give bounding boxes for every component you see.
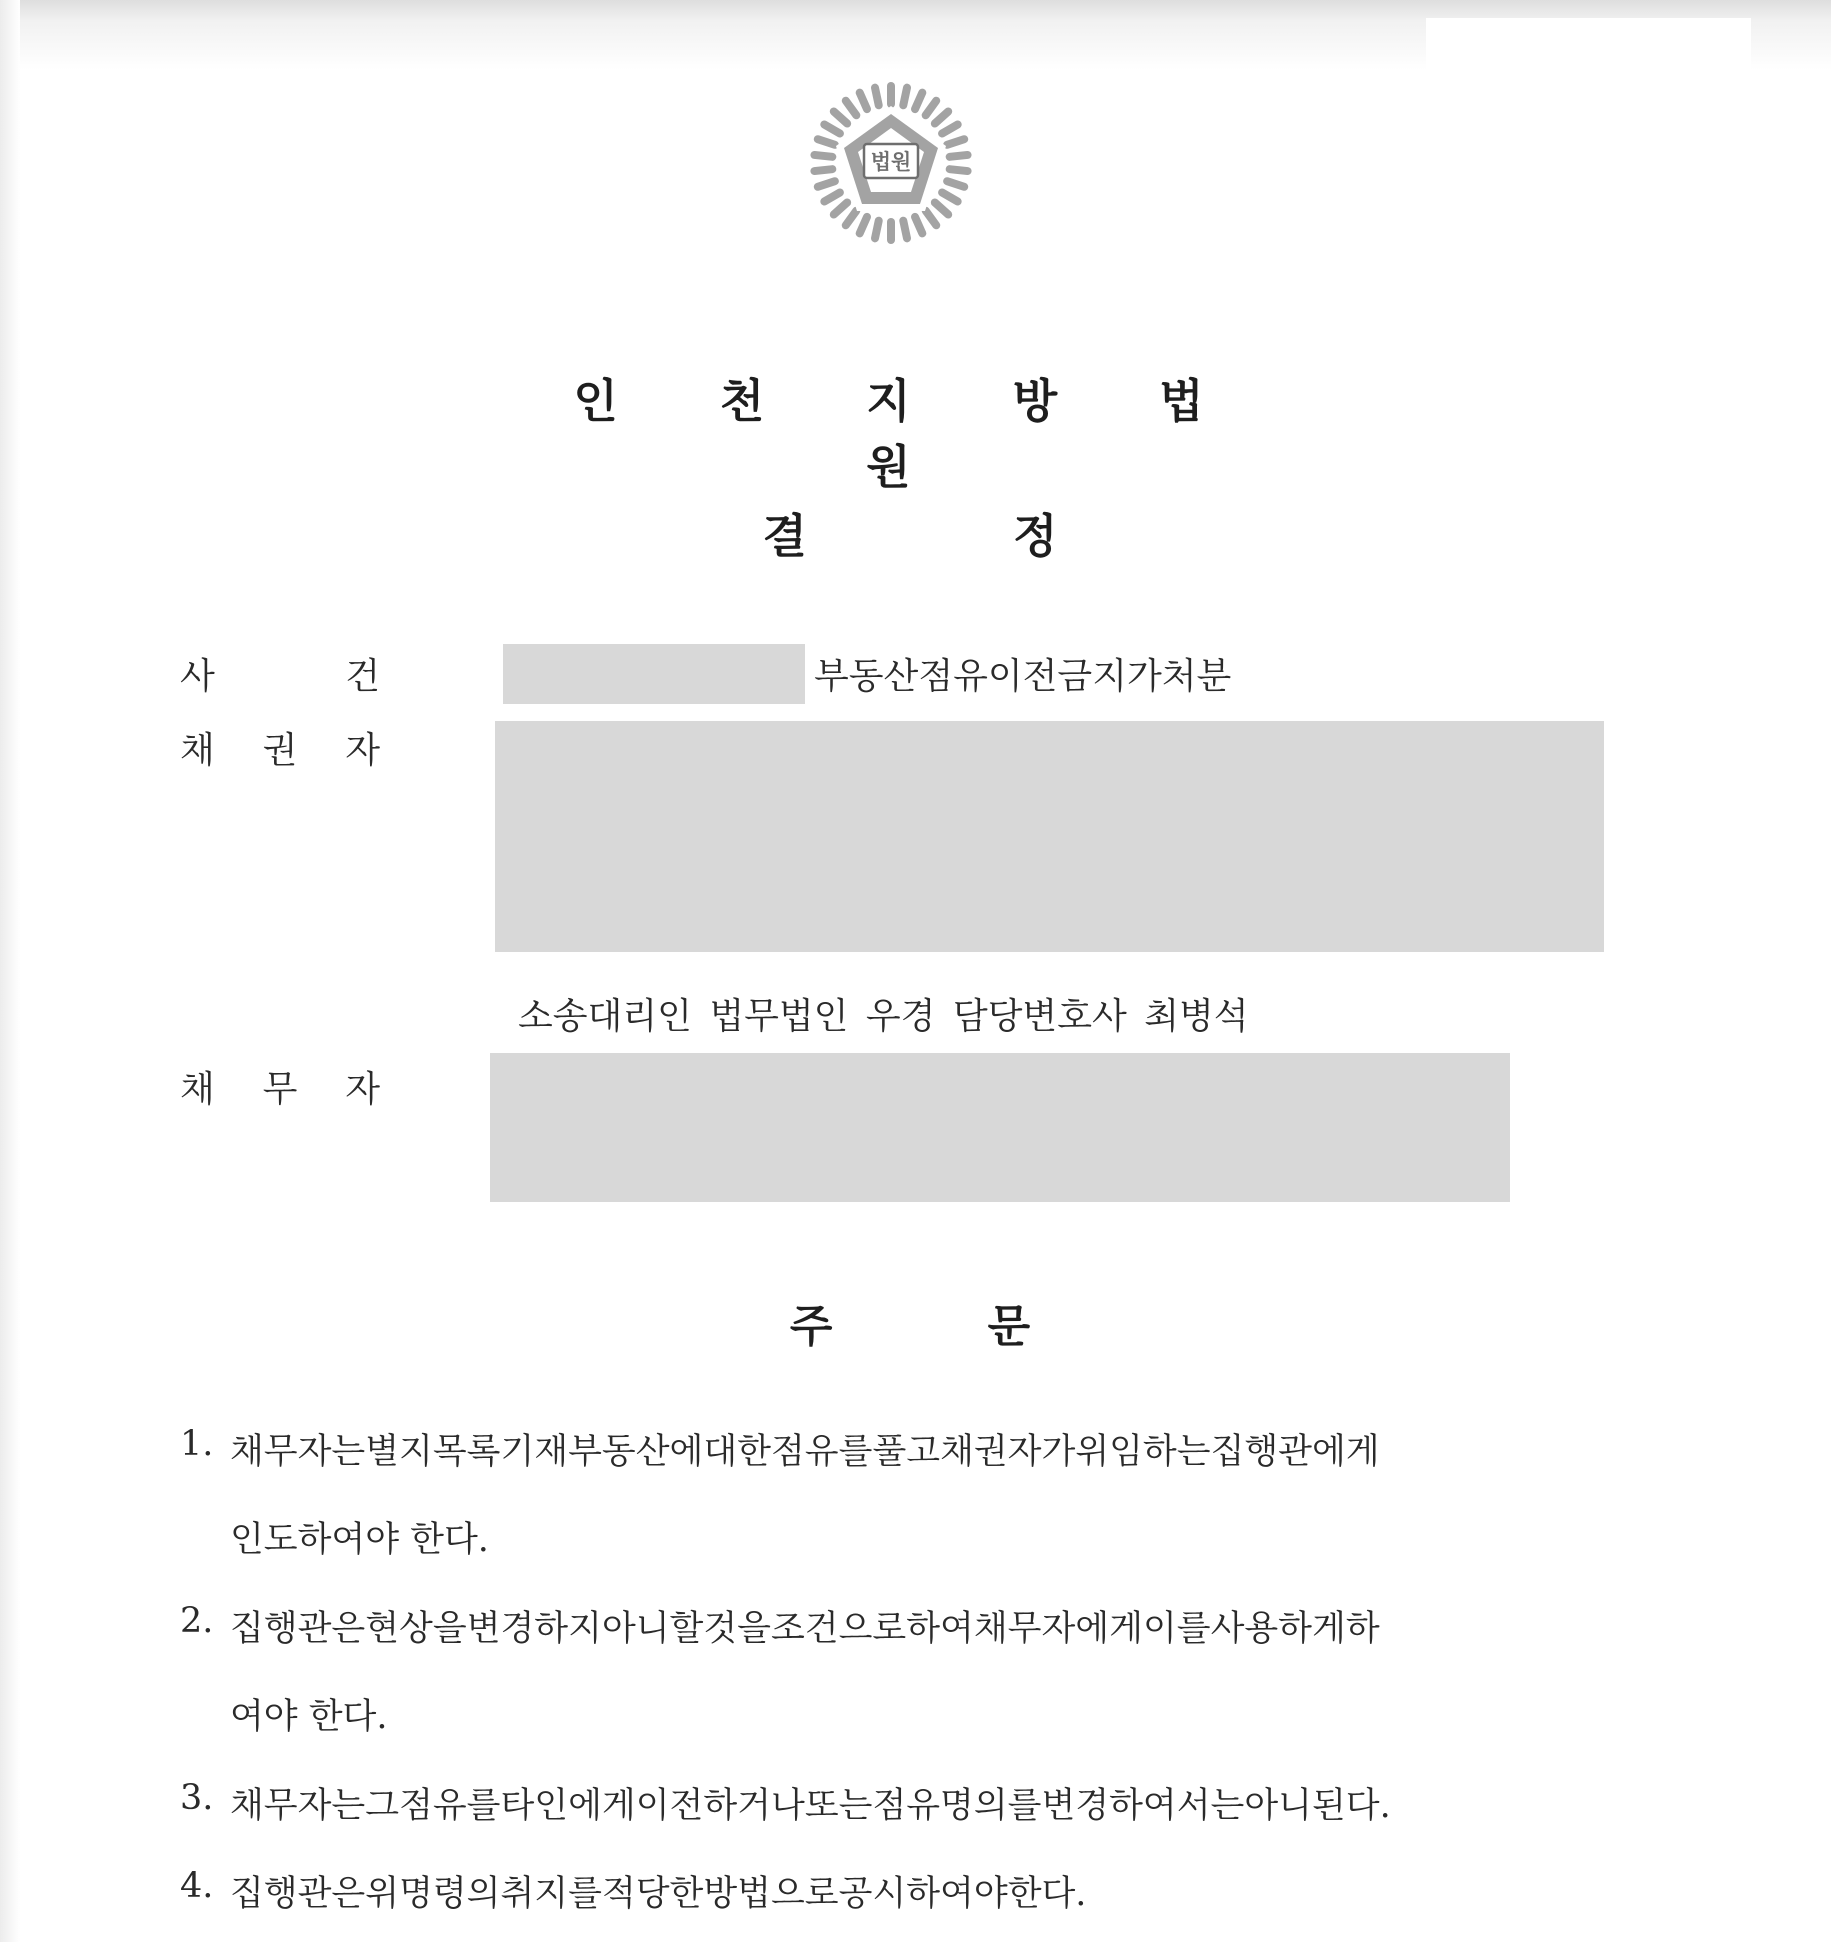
redacted-case-number	[503, 644, 805, 704]
case-name: 부동산점유이전금지가처분	[814, 656, 1232, 697]
debtor-label: 채 무 자	[180, 1069, 380, 1110]
redacted-creditor-info	[495, 721, 1604, 952]
document-page: 법원 인 천 지 방 법 원 결 정 사 건 부동산점유이전금지가처분 채 권 자 소송대리인 법무법인 우경 담당변호사 최병석 채 무 자 주 문 1. 채무자는별지목록기재부동산에대한점유를풀고채권자가위임하는집행관에게 인도하여야 한다. 2. 집행관은현상을변경하지아니할것을조건으로하여채무자에게이를사용하게하 여야 한다. 3. 채무자는그점유를타인에게이전하거나또는점유명의를변경하여서는아니된다. 4. 집행관은위명령의취지를적당한방법으로공시하여야한다.	[0, 0, 1831, 1942]
seal-text: 법원	[870, 150, 912, 174]
case-label: 사 건	[180, 656, 380, 697]
creditor-label: 채 권 자	[180, 730, 380, 771]
document-type-title: 결 정	[762, 509, 1058, 563]
redacted-debtor-info	[490, 1053, 1510, 1202]
court-seal-logo	[808, 80, 974, 246]
court-name: 인 천 지 방 법 원	[573, 374, 1247, 494]
creditor-representative: 소송대리인 법무법인 우경 담당변호사 최병석	[518, 996, 1249, 1037]
order-heading: 주 문	[789, 1301, 1031, 1352]
